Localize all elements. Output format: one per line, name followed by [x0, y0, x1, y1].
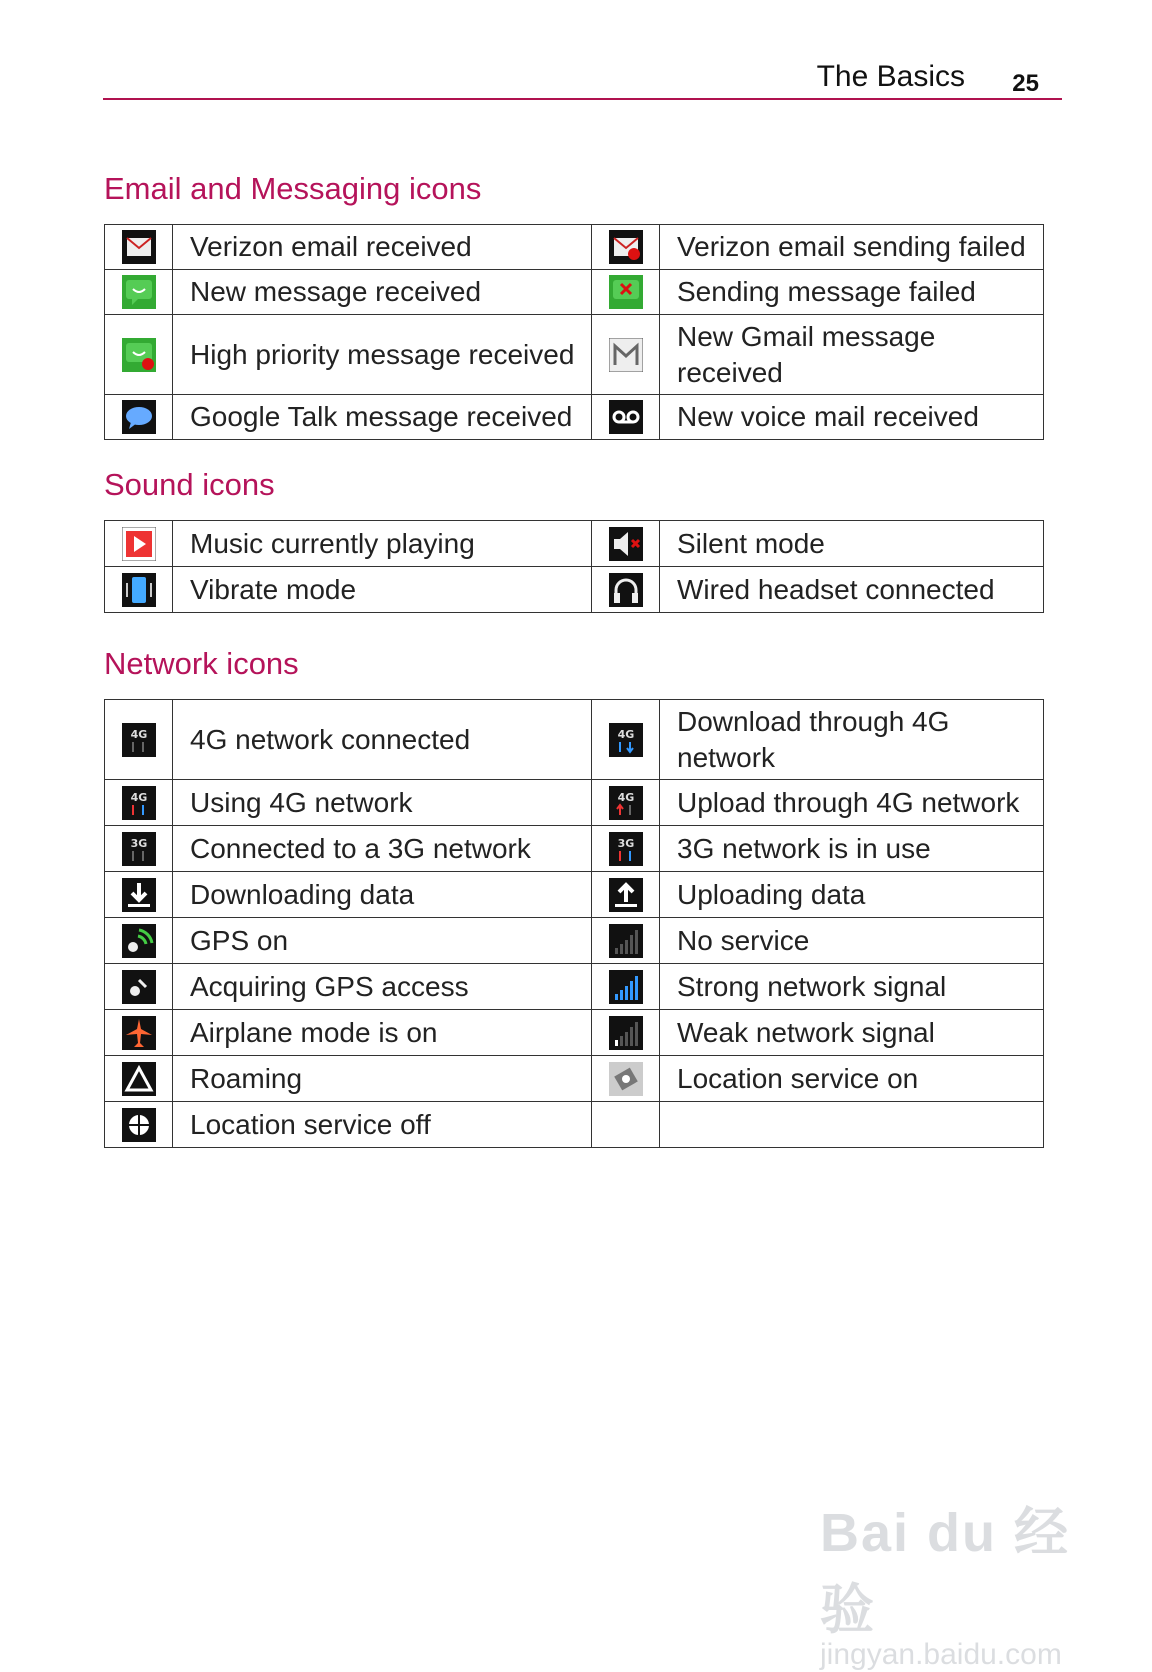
icon-description: High priority message received: [173, 315, 592, 395]
icon-description: Using 4G network: [173, 780, 592, 826]
icon-description: Location service off: [173, 1102, 592, 1148]
location-on-icon: [609, 1062, 643, 1096]
baidu-watermark: [820, 1490, 1100, 1671]
icon-cell: [105, 700, 173, 780]
icon-cell: [105, 918, 173, 964]
icon-cell: [592, 872, 660, 918]
icon-description: New voice mail received: [660, 395, 1044, 440]
icon-cell: [592, 225, 660, 270]
icon-description: 3G network is in use: [660, 826, 1044, 872]
svg-text:3G: 3G: [617, 836, 634, 850]
icon-cell: [592, 826, 660, 872]
table-row: [105, 315, 1044, 395]
downloading-icon: [122, 878, 156, 912]
icon-cell: [592, 780, 660, 826]
voicemail-icon: [609, 400, 643, 434]
icon-cell: [105, 270, 173, 315]
airplane-mode-icon: [122, 1016, 156, 1050]
table-row: [105, 780, 1044, 826]
message-received-icon: [122, 275, 156, 309]
icon-description: Downloading data: [173, 872, 592, 918]
icon-description: Music currently playing: [173, 521, 592, 567]
no-service-icon: [609, 924, 643, 958]
table-row: [105, 918, 1044, 964]
icon-cell: [105, 521, 173, 567]
google-talk-icon: [122, 400, 156, 434]
gmail-icon: [609, 338, 643, 372]
icon-description: Download through 4G network: [660, 700, 1044, 780]
icon-description: 4G network connected: [173, 700, 592, 780]
icon-description: Verizon email sending failed: [660, 225, 1044, 270]
icon-description: Strong network signal: [660, 964, 1044, 1010]
icon-cell: [105, 780, 173, 826]
email-received-icon: [122, 230, 156, 264]
section-title-network: Network icons: [104, 646, 299, 681]
icon-description: Verizon email received: [173, 225, 592, 270]
icon-description: Uploading data: [660, 872, 1044, 918]
watermark-logo: Bai du 经验: [820, 1503, 1071, 1640]
icon-description: GPS on: [173, 918, 592, 964]
icon-cell: [592, 315, 660, 395]
icon-cell: [592, 964, 660, 1010]
table-row: [105, 700, 1044, 780]
email-icons-table: [104, 224, 1044, 440]
roaming-icon: [122, 1062, 156, 1096]
icon-cell: [592, 567, 660, 613]
email-failed-icon: [609, 230, 643, 264]
icon-cell: [105, 395, 173, 440]
icon-description: Wired headset connected: [660, 567, 1044, 613]
table-row: [105, 1056, 1044, 1102]
4g-in-use-icon: [122, 786, 156, 820]
headset-icon: [609, 573, 643, 607]
table-row: [105, 872, 1044, 918]
page-number: 25: [1012, 70, 1039, 97]
icon-description: Location service on: [660, 1056, 1044, 1102]
icon-description: Airplane mode is on: [173, 1010, 592, 1056]
sound-icons-table: [104, 520, 1044, 613]
icon-cell: [105, 872, 173, 918]
section-title-email: Email and Messaging icons: [104, 171, 482, 206]
icon-description: Acquiring GPS access: [173, 964, 592, 1010]
icon-description: [660, 1102, 1044, 1148]
4g-connected-icon: [122, 723, 156, 757]
table-row: [105, 964, 1044, 1010]
weak-signal-icon: [609, 1016, 643, 1050]
watermark-url: jingyan.baidu.com: [820, 1638, 1062, 1671]
icon-description: New message received: [173, 270, 592, 315]
icon-cell: [592, 395, 660, 440]
svg-text:4G: 4G: [130, 727, 147, 741]
icon-cell: [105, 1010, 173, 1056]
table-row: [105, 270, 1044, 315]
icon-cell: [592, 1010, 660, 1056]
svg-text:4G: 4G: [617, 727, 634, 741]
gps-on-icon: [122, 924, 156, 958]
svg-text:3G: 3G: [130, 836, 147, 850]
uploading-icon: [609, 878, 643, 912]
gps-acquiring-icon: [122, 970, 156, 1004]
location-off-icon: [122, 1108, 156, 1142]
svg-text:4G: 4G: [130, 790, 147, 804]
chapter-title: The Basics: [816, 60, 965, 93]
table-row: [105, 567, 1044, 613]
3g-in-use-icon: [609, 832, 643, 866]
icon-description: Upload through 4G network: [660, 780, 1044, 826]
icon-cell: [105, 315, 173, 395]
icon-cell: [592, 1056, 660, 1102]
message-failed-icon: [609, 275, 643, 309]
network-icons-table: [104, 699, 1044, 1148]
table-row: [105, 1010, 1044, 1056]
icon-cell: [105, 1056, 173, 1102]
icon-cell: [105, 225, 173, 270]
icon-description: No service: [660, 918, 1044, 964]
page-header: [103, 58, 1061, 100]
svg-text:4G: 4G: [617, 790, 634, 804]
3g-connected-icon: [122, 832, 156, 866]
icon-cell: [592, 1102, 660, 1148]
icon-cell: [105, 1102, 173, 1148]
priority-message-icon: [122, 338, 156, 372]
icon-cell: [592, 918, 660, 964]
icon-description: Google Talk message received: [173, 395, 592, 440]
icon-cell: [105, 964, 173, 1010]
icon-cell: [592, 270, 660, 315]
table-row: [105, 395, 1044, 440]
section-title-sound: Sound icons: [104, 467, 275, 502]
icon-cell: [105, 826, 173, 872]
table-row: [105, 826, 1044, 872]
icon-description: Roaming: [173, 1056, 592, 1102]
4g-download-icon: [609, 723, 643, 757]
strong-signal-icon: [609, 970, 643, 1004]
table-row: [105, 225, 1044, 270]
icon-cell: [592, 700, 660, 780]
table-row: [105, 521, 1044, 567]
icon-description: Vibrate mode: [173, 567, 592, 613]
vibrate-mode-icon: [122, 573, 156, 607]
header-rule: [103, 98, 1062, 100]
music-playing-icon: [122, 527, 156, 561]
icon-cell: [105, 567, 173, 613]
4g-upload-icon: [609, 786, 643, 820]
icon-description: Weak network signal: [660, 1010, 1044, 1056]
table-row: [105, 1102, 1044, 1148]
icon-cell: [592, 521, 660, 567]
silent-mode-icon: [609, 527, 643, 561]
icon-description: Silent mode: [660, 521, 1044, 567]
icon-description: New Gmail message received: [660, 315, 1044, 395]
icon-description: Sending message failed: [660, 270, 1044, 315]
icon-description: Connected to a 3G network: [173, 826, 592, 872]
